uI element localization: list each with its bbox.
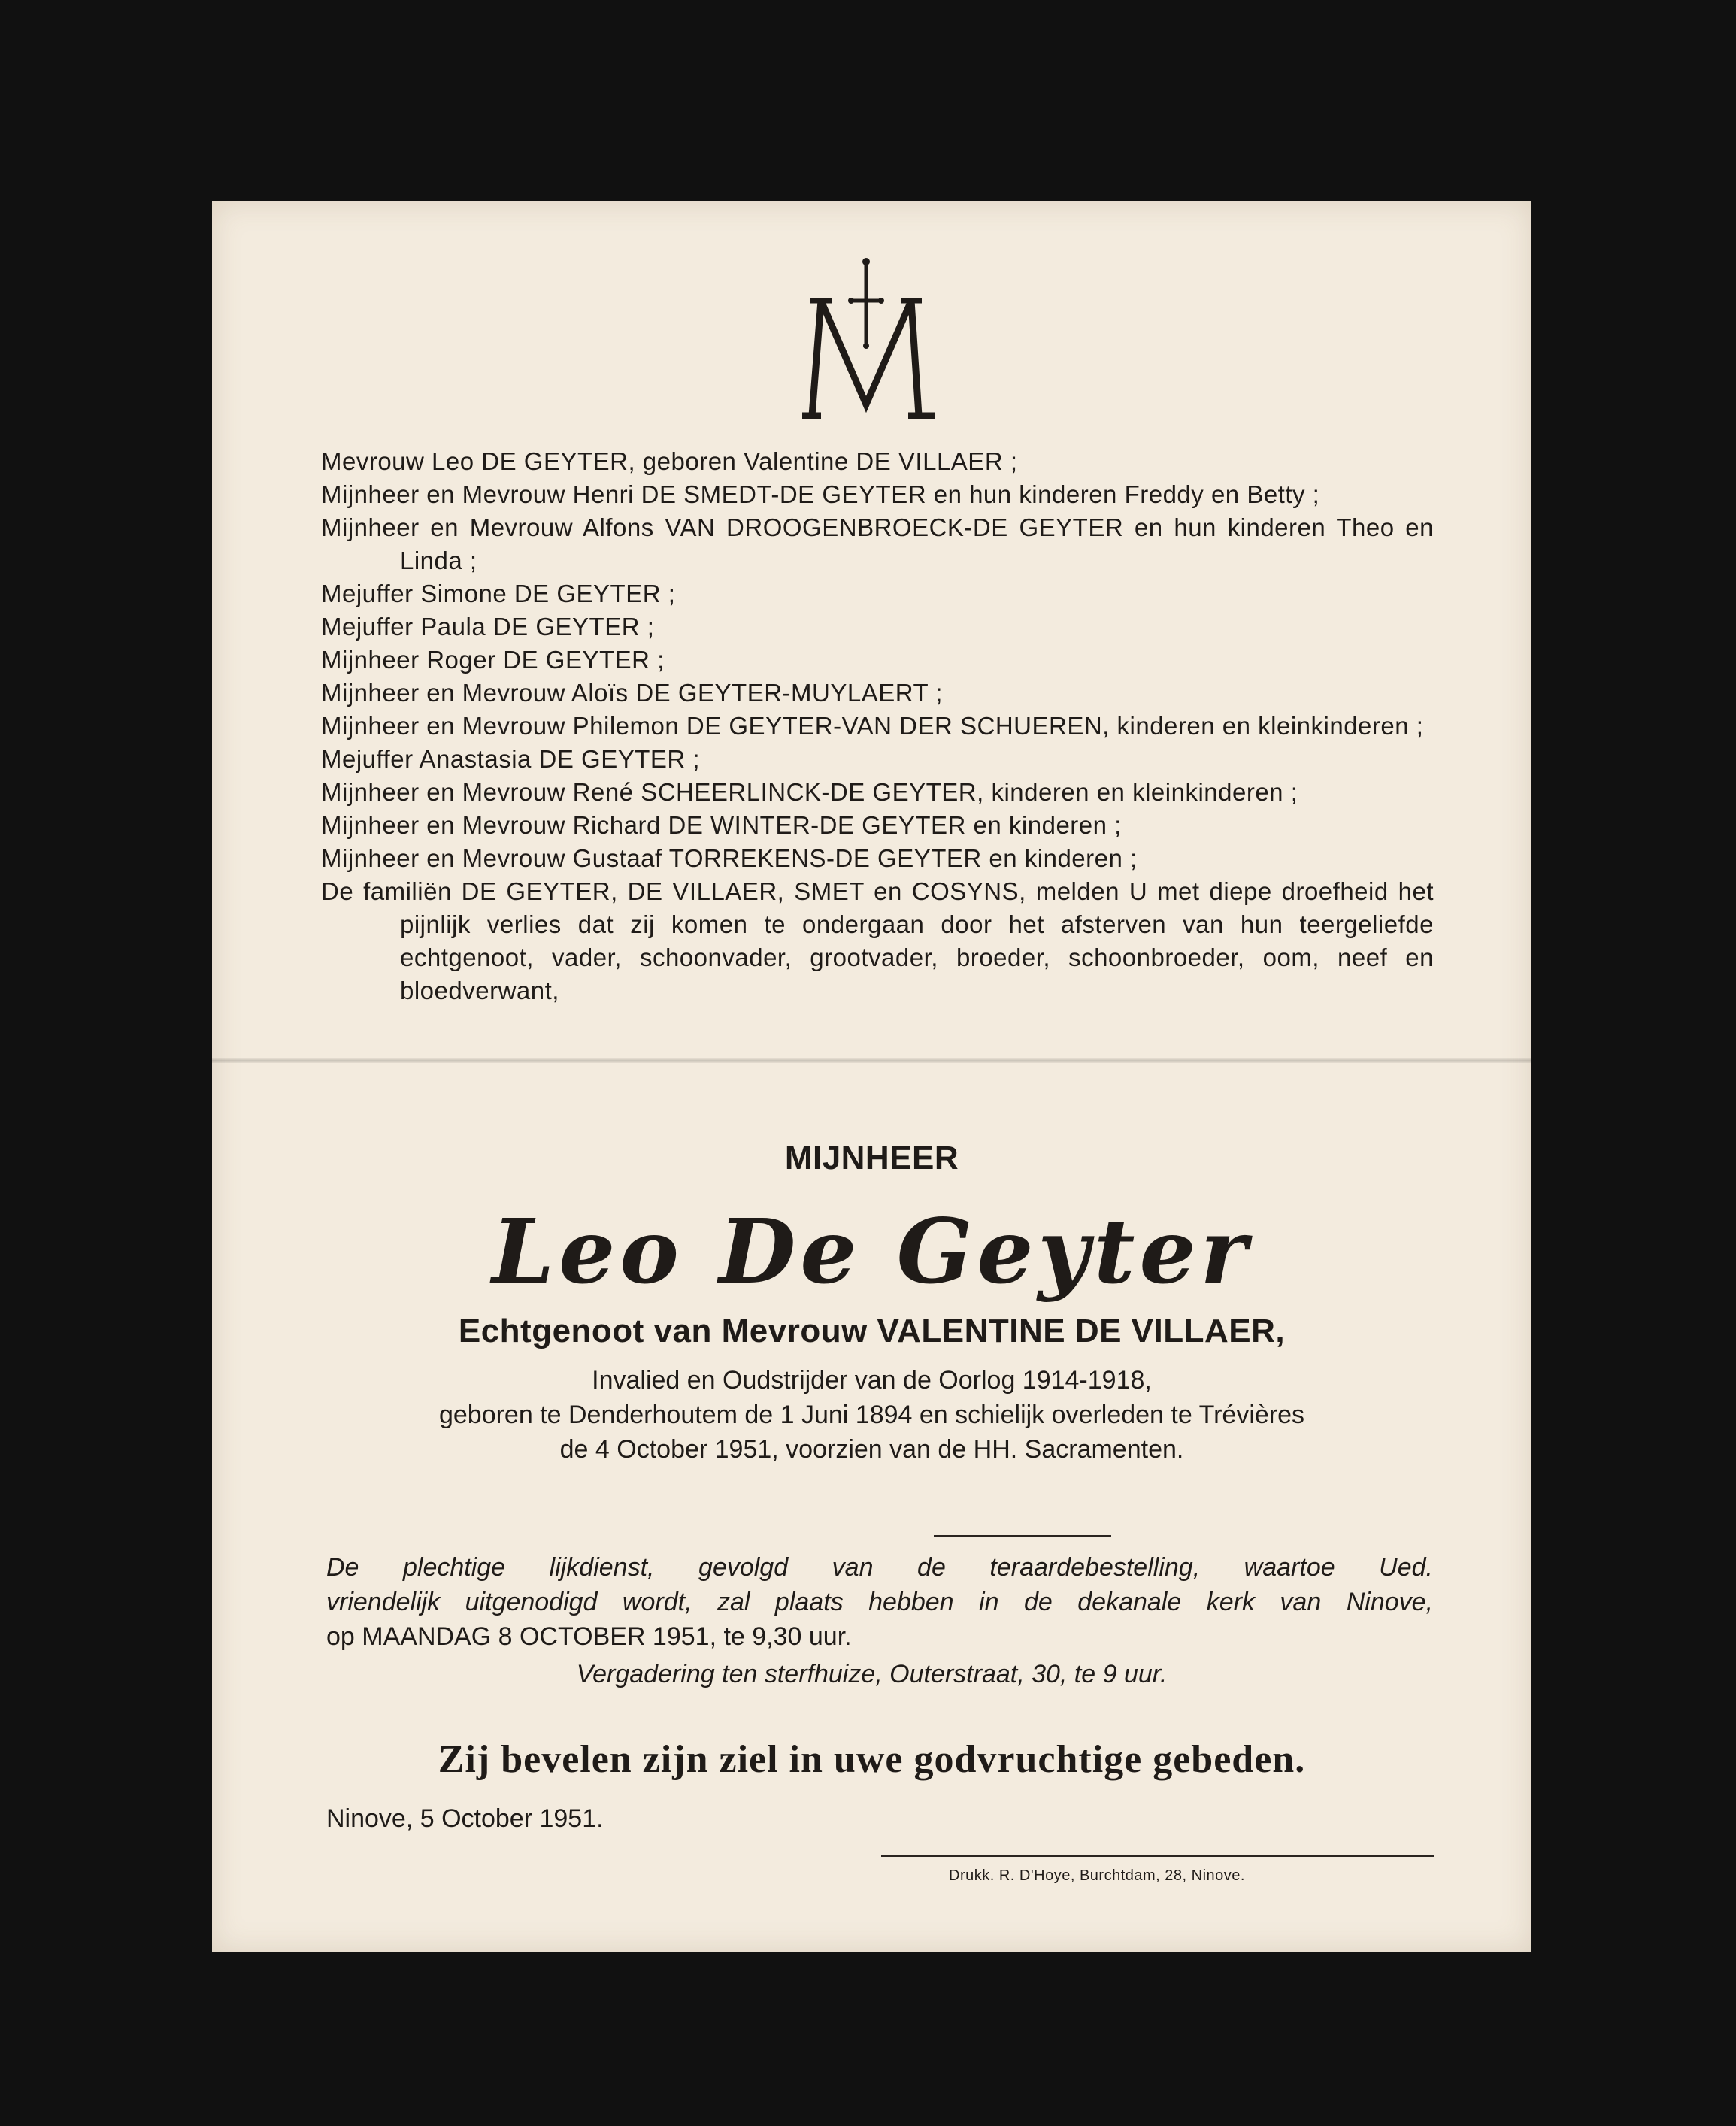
mourner-line: Mijnheer en Mevrouw Aloïs DE GEYTER-MUYLAERT ; bbox=[321, 679, 943, 707]
mourner-line: Mejuffer Anastasia DE GEYTER ; bbox=[321, 745, 701, 773]
paper-fold-crease bbox=[212, 1058, 1531, 1063]
marian-monogram-icon bbox=[768, 254, 964, 427]
mourner-line: Mijnheer en Mevrouw Henri DE SMEDT-DE GEYTER en hun kinderen Freddy en Betty ; bbox=[321, 480, 1320, 508]
service-line: De plechtige lijkdienst, gevolgd van de teraardebestelling, waartoe Ued. bbox=[326, 1553, 1433, 1582]
mourner-line: Mijnheer en Mevrouw Gustaaf TORREKENS-DE GEYTER en kinderen ; bbox=[321, 844, 1138, 872]
details-line: Invalied en Oudstrijder van de Oorlog 1914-1918, bbox=[592, 1366, 1152, 1395]
deceased-details bbox=[212, 1363, 1531, 1467]
service-line: op MAANDAG 8 OCTOBER 1951, te 9,30 uur. bbox=[326, 1622, 852, 1651]
details-line: geboren te Denderhoutem de 1 Juni 1894 en schielijk overleden te Trévières bbox=[438, 1401, 1305, 1429]
place-and-date: Ninove, 5 October 1951. bbox=[326, 1804, 604, 1833]
mourners-list bbox=[321, 445, 1434, 1007]
prayer-request: Zij bevelen zijn ziel in uwe godvruchtige gebeden. bbox=[438, 1738, 1306, 1781]
service-line: vriendelijk uitgenodigd wordt, zal plaats hebben in de dekanale kerk van Ninove, bbox=[326, 1588, 1433, 1616]
printer-divider bbox=[881, 1855, 1434, 1857]
memorial-card bbox=[212, 201, 1531, 1952]
mourner-line: Mijnheer en Mevrouw Philemon DE GEYTER-VAN DER SCHUEREN, kinderen en kleinkinderen ; bbox=[321, 712, 1424, 740]
mourner-line: Mevrouw Leo DE GEYTER, geboren Valentine DE VILLAER ; bbox=[321, 447, 1018, 475]
printer-credit: Drukk. R. D'Hoye, Burchtdam, 28, Ninove. bbox=[949, 1867, 1245, 1884]
mourner-line: Mijnheer Roger DE GEYTER ; bbox=[321, 646, 665, 674]
details-line: de 4 October 1951, voorzien van de HH. Sacramenten. bbox=[559, 1435, 1184, 1464]
gathering-info: Vergadering ten sterfhuize, Outerstraat, 30, te 9 uur. bbox=[576, 1660, 1168, 1688]
section-divider bbox=[934, 1535, 1111, 1537]
mourner-line: De familiën DE GEYTER, DE VILLAER, SMET en COSYNS, melden U met diepe droefheid het pijnlijk verlies dat zij komen te ondergaan door het afsterven van hun teergeliefde echtgenoot, vader, schoonvader, grootvader, broeder, schoonbroeder, oom, neef en bloedverwant, bbox=[321, 877, 1434, 1004]
mourner-line: Mejuffer Simone DE GEYTER ; bbox=[321, 580, 676, 607]
mourner-line: Mejuffer Paula DE GEYTER ; bbox=[321, 613, 655, 641]
spouse-line: Echtgenoot van Mevrouw VALENTINE DE VILLAER, bbox=[458, 1313, 1286, 1349]
mourner-line: Mijnheer en Mevrouw Richard DE WINTER-DE GEYTER en kinderen ; bbox=[321, 811, 1122, 839]
deceased-name: Leo De Geyter bbox=[492, 1199, 1252, 1304]
mourner-line: Mijnheer en Mevrouw René SCHEERLINCK-DE GEYTER, kinderen en kleinkinderen ; bbox=[321, 778, 1298, 806]
funeral-service-info bbox=[326, 1550, 1433, 1654]
mourner-line: Mijnheer en Mevrouw Alfons VAN DROOGENBROECK-DE GEYTER en hun kinderen Theo en Linda ; bbox=[321, 513, 1434, 574]
honorific-title: MIJNHEER bbox=[784, 1140, 959, 1177]
